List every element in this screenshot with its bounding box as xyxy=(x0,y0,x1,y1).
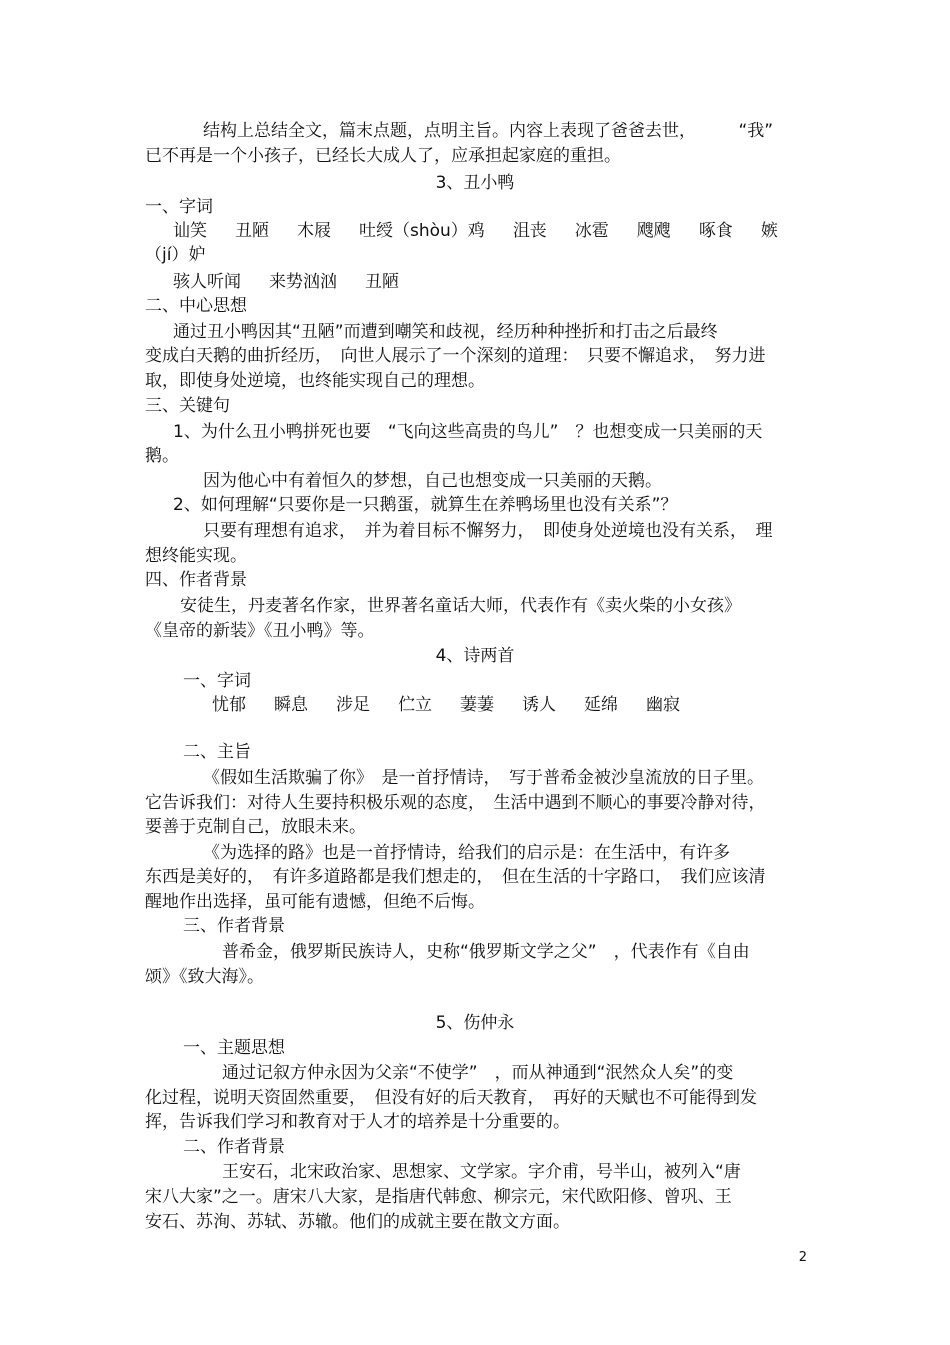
s3-a2-line-1: 只要有理想有追求， 并为着目标不懈努力， 即使身处逆境也没有关系， 理 xyxy=(203,521,773,541)
s4-heading-theme: 二、主旨 xyxy=(183,742,251,762)
s4-author-line-1: 普希金，俄罗斯民族诗人，史称“俄罗斯文学之父” ，代表作有《自由 xyxy=(222,942,750,962)
word: 嫉 xyxy=(760,221,778,241)
intro-line-1: 结构上总结全文，篇末点题，点明主旨。内容上表现了爸爸去世， “我” xyxy=(203,121,774,141)
s3-words-row-1 xyxy=(173,220,806,242)
s5-theme-line-1: 通过记叙方仲永因为父亲“不使学” ，而从神通到“泯然众人矣”的变 xyxy=(222,1063,734,1083)
s3-center-line-3: 取，即使身处逆境，也终能实现自己的理想。 xyxy=(145,371,485,391)
word: 丑陋 xyxy=(235,221,269,241)
word: 吐绶（shòu）鸡 xyxy=(359,221,485,241)
word: 沮丧 xyxy=(512,221,547,241)
word: 啄食 xyxy=(698,221,733,241)
word: 讪笑 xyxy=(173,221,207,241)
s5-author-line-1: 王安石，北宋政治家、思想家、文学家。字介甫，号半山，被列入“唐 xyxy=(222,1162,741,1182)
s5-author-line-2: 宋八大家”之一。唐宋八大家，是指唐代韩愈、柳宗元，宋代欧阳修、曾巩、王 xyxy=(145,1187,732,1207)
s3-words-row-3 xyxy=(173,271,427,293)
s5-theme-line-2: 化过程，说明天资固然重要， 但没有好的后天教育， 再好的天赋也不可能得到发 xyxy=(145,1088,757,1108)
word: 幽寂 xyxy=(646,695,680,715)
s4-p2-line-2: 东西是美好的， 有许多道路都是我们想走的， 但在生活的十字路口， 我们应该清 xyxy=(145,867,766,887)
section-3-title: 3、丑小鸭 xyxy=(435,173,515,193)
intro-line-2: 已不再是一个小孩子，已经长大成人了，应承担起家庭的重担。 xyxy=(145,146,621,166)
word: 忧郁 xyxy=(212,695,246,715)
s4-p1-line-1: 《假如生活欺骗了你》 是一首抒情诗， 写于普希金被沙皇流放的日子里。 xyxy=(203,768,764,788)
s3-author-line-2: 《皇帝的新装》《丑小鸭》等。 xyxy=(145,621,375,641)
s4-p1-line-2: 它告诉我们：对待人生要持积极乐观的态度， 生活中遇到不顺心的事要冷静对待， xyxy=(145,793,766,813)
s3-author-line-1: 安徒生，丹麦著名作家，世界著名童话大师，代表作有《卖火柴的小女孩》 xyxy=(180,596,741,616)
s4-p2-line-1: 《为选择的路》也是一首抒情诗，给我们的启示是：在生活中，有许多 xyxy=(203,843,730,863)
section-4-title: 4、诗两首 xyxy=(435,646,515,666)
s3-center-line-2: 变成白天鹅的曲折经历， 向世人展示了一个深刻的道理： 只要不懈追求， 努力进 xyxy=(145,346,766,366)
s5-heading-author: 二、作者背景 xyxy=(183,1137,285,1157)
s3-center-line-1: 通过丑小鸭因其“丑陋”而遭到嘲笑和歧视，经历种种挫折和打击之后最终 xyxy=(173,322,718,342)
word: 诱人 xyxy=(522,695,556,715)
s3-heading-words: 一、字词 xyxy=(145,197,213,217)
s3-a2-line-2: 想终能实现。 xyxy=(145,546,247,566)
word: 冰雹 xyxy=(574,221,609,241)
s3-q1-line-1: 1、为什么丑小鸭拼死也要 “飞向这些高贵的鸟儿” ？也想变成一只美丽的天 xyxy=(173,422,763,442)
s4-p1-line-3: 要善于克制自己，放眼未来。 xyxy=(145,817,366,837)
word: 飕飕 xyxy=(636,221,671,241)
s4-p2-line-3: 醒地作出选择，虽可能有遗憾，但绝不后悔。 xyxy=(145,892,485,912)
s3-a1: 因为他心中有着恒久的梦想，自己也想变成一只美丽的天鹅。 xyxy=(203,471,662,491)
word: 萋萋 xyxy=(460,695,494,715)
s3-q1-line-2: 鹅。 xyxy=(145,446,179,466)
s3-heading-author: 四、作者背景 xyxy=(145,570,247,590)
word: 涉足 xyxy=(336,695,370,715)
s4-words-row xyxy=(212,694,708,716)
page-number: 2 xyxy=(798,1250,807,1265)
word: 丑陋 xyxy=(365,272,399,292)
s4-heading-words: 一、字词 xyxy=(183,671,251,691)
word: 骇人听闻 xyxy=(173,272,241,292)
section-5-title: 5、伤仲永 xyxy=(435,1013,515,1033)
word: 伫立 xyxy=(398,695,432,715)
s4-heading-author: 三、作者背景 xyxy=(183,916,285,936)
s5-heading-theme: 一、主题思想 xyxy=(183,1038,285,1058)
word: 瞬息 xyxy=(274,695,308,715)
s4-author-line-2: 颂》《致大海》。 xyxy=(145,967,264,987)
s3-heading-key: 三、关键句 xyxy=(145,396,230,416)
s3-heading-center: 二、中心思想 xyxy=(145,296,247,316)
s3-words-row-2: （jí）妒 xyxy=(145,245,206,265)
s3-q2: 2、如何理解“只要你是一只鹅蛋，就算生在养鸭场里也没有关系”？ xyxy=(173,495,678,515)
s5-theme-line-3: 挥，告诉我们学习和教育对于人才的培养是十分重要的。 xyxy=(145,1112,570,1132)
word: 来势汹汹 xyxy=(269,272,337,292)
s5-author-line-3: 安石、苏洵、苏轼、苏辙。他们的成就主要在散文方面。 xyxy=(145,1212,570,1232)
word: 延绵 xyxy=(584,695,618,715)
word: 木屐 xyxy=(297,221,331,241)
